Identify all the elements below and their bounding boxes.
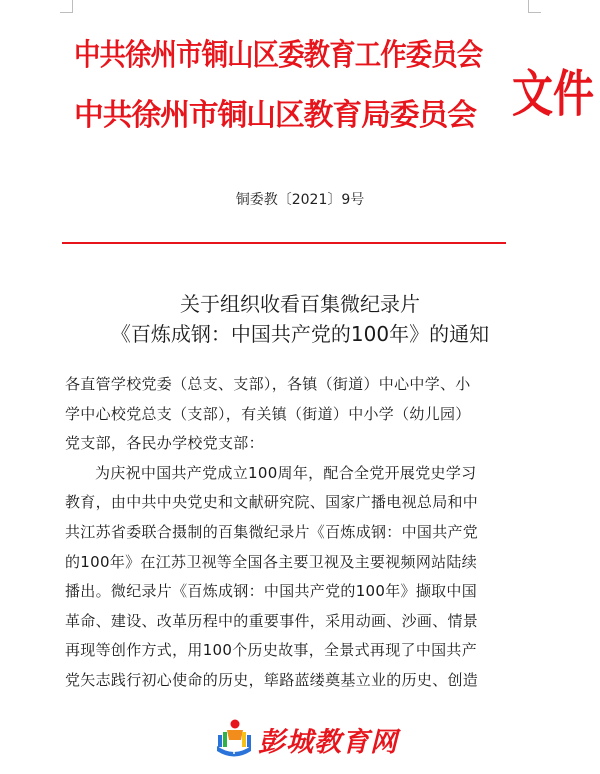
document-body [65,370,535,696]
salutation [65,370,535,459]
paragraph-line: 革命、建设、改革历程中的重要事件，采用动画、沙画、情景 [65,611,479,630]
paragraph-1 [65,459,535,696]
book-person-logo-icon [214,718,254,758]
paragraph-line: 党矢志践行初心使命的历史，筚路蓝缕奠基立业的历史、创造 [65,670,479,689]
masthead-issuer-2: 中共徐州市铜山区教育局委员会 [74,98,476,133]
crop-mark-top-right [528,0,541,13]
paragraph-line: 教育，由中共中央党史和文献研究院、国家广播电视总局和中 [65,493,479,512]
watermark-text: 彭城教育网 [258,727,398,758]
paragraph-line: 的100年》在江苏卫视等全国各主要卫视及主要视频网站陆续 [65,552,478,571]
crop-mark-top-left [60,0,73,13]
paragraph-line: 共江苏省委联合摄制的百集微纪录片《百炼成钢：中国共产党 [65,522,479,541]
document-title-line-1: 关于组织收看百集微纪录片 [180,292,420,316]
paragraph-line: 为庆祝中国共产党成立100周年，配合全党开展党史学习 [95,463,477,482]
salutation-line: 各直管学校党委（总支、支部），各镇（街道）中心中学、小 [65,375,471,393]
salutation-line: 学中心校党总支（支部），有关镇（街道）中小学（幼儿园） [65,404,471,423]
paragraph-line: 再现等创作方式，用100个历史故事，全景式再现了中国共产 [65,641,478,660]
salutation-line: 党支部，各民办学校党支部： [65,434,264,453]
document-masthead [74,26,594,146]
masthead-suffix: 文件 [512,65,594,123]
watermark-logo [214,716,414,762]
document-title-line-2: 《百炼成钢：中国共产党的100年》的通知 [110,322,490,346]
document-number: 铜委教〔2021〕9号 [235,192,365,208]
red-divider-line [62,242,506,244]
paragraph-line: 播出。微纪录片《百炼成钢：中国共产党的100年》撷取中国 [65,582,478,601]
masthead-issuer-1: 中共徐州市铜山区委教育工作委员会 [74,38,483,73]
